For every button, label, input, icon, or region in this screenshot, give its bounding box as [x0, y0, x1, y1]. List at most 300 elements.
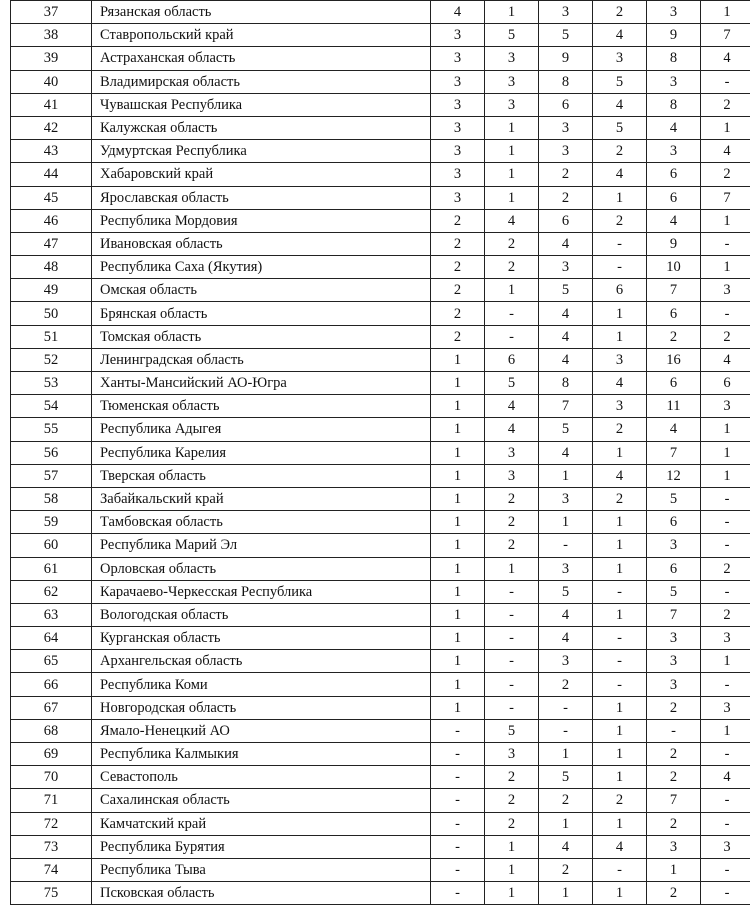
value-cell-col-4: 1: [593, 743, 647, 766]
row-number-cell: 55: [11, 418, 92, 441]
value-cell-col-5: 6: [647, 163, 701, 186]
row-number-cell: 47: [11, 232, 92, 255]
value-cell-col-5: 6: [647, 186, 701, 209]
table-row: [11, 673, 750, 696]
value-cell-col-6: 6: [701, 372, 750, 395]
value-cell-col-5: 3: [647, 140, 701, 163]
value-cell-col-3: 1: [539, 882, 593, 905]
value-cell-col-1: -: [431, 812, 485, 835]
value-cell-col-4: 1: [593, 534, 647, 557]
value-cell-col-1: 3: [431, 47, 485, 70]
value-cell-col-2: 1: [485, 835, 539, 858]
value-cell-col-2: 3: [485, 464, 539, 487]
value-cell-col-4: 1: [593, 511, 647, 534]
value-cell-col-6: -: [701, 743, 750, 766]
value-cell-col-5: 8: [647, 47, 701, 70]
value-cell-col-1: 1: [431, 580, 485, 603]
row-number-cell: 52: [11, 348, 92, 371]
value-cell-col-1: 1: [431, 395, 485, 418]
table-row: [11, 70, 750, 93]
value-cell-col-6: -: [701, 580, 750, 603]
value-cell-col-3: 5: [539, 580, 593, 603]
value-cell-col-1: 1: [431, 348, 485, 371]
table-row: [11, 696, 750, 719]
region-name-cell: Ставропольский край: [92, 24, 431, 47]
value-cell-col-2: 4: [485, 209, 539, 232]
value-cell-col-4: 2: [593, 487, 647, 510]
value-cell-col-6: 3: [701, 395, 750, 418]
value-cell-col-1: -: [431, 835, 485, 858]
region-name-cell: Ленинградская область: [92, 348, 431, 371]
value-cell-col-4: 3: [593, 47, 647, 70]
row-number-cell: 51: [11, 325, 92, 348]
value-cell-col-5: 6: [647, 372, 701, 395]
value-cell-col-1: 3: [431, 186, 485, 209]
value-cell-col-6: 1: [701, 650, 750, 673]
value-cell-col-6: -: [701, 812, 750, 835]
value-cell-col-3: 3: [539, 650, 593, 673]
value-cell-col-4: 5: [593, 116, 647, 139]
table-row: [11, 441, 750, 464]
value-cell-col-4: -: [593, 673, 647, 696]
value-cell-col-3: 1: [539, 743, 593, 766]
value-cell-col-4: 1: [593, 812, 647, 835]
value-cell-col-5: 2: [647, 325, 701, 348]
value-cell-col-6: -: [701, 882, 750, 905]
value-cell-col-2: -: [485, 650, 539, 673]
table-row: [11, 93, 750, 116]
value-cell-col-6: 1: [701, 464, 750, 487]
value-cell-col-4: 6: [593, 279, 647, 302]
region-name-cell: Псковская область: [92, 882, 431, 905]
region-name-cell: Владимирская область: [92, 70, 431, 93]
value-cell-col-2: 2: [485, 487, 539, 510]
value-cell-col-4: 3: [593, 348, 647, 371]
value-cell-col-4: 1: [593, 557, 647, 580]
value-cell-col-1: 1: [431, 487, 485, 510]
value-cell-col-1: -: [431, 882, 485, 905]
region-name-cell: Хабаровский край: [92, 163, 431, 186]
table-row: [11, 812, 750, 835]
value-cell-col-3: 8: [539, 70, 593, 93]
table-row: [11, 279, 750, 302]
value-cell-col-2: -: [485, 580, 539, 603]
table-row: [11, 1, 750, 24]
value-cell-col-6: -: [701, 673, 750, 696]
value-cell-col-2: 2: [485, 534, 539, 557]
value-cell-col-6: -: [701, 534, 750, 557]
row-number-cell: 49: [11, 279, 92, 302]
value-cell-col-1: 3: [431, 24, 485, 47]
value-cell-col-1: 1: [431, 464, 485, 487]
row-number-cell: 61: [11, 557, 92, 580]
region-name-cell: Забайкальский край: [92, 487, 431, 510]
value-cell-col-6: 4: [701, 140, 750, 163]
value-cell-col-5: 11: [647, 395, 701, 418]
value-cell-col-1: 1: [431, 673, 485, 696]
value-cell-col-5: 9: [647, 232, 701, 255]
row-number-cell: 56: [11, 441, 92, 464]
value-cell-col-6: 4: [701, 348, 750, 371]
region-name-cell: Тверская область: [92, 464, 431, 487]
value-cell-col-2: 4: [485, 418, 539, 441]
row-number-cell: 48: [11, 256, 92, 279]
table-row: [11, 325, 750, 348]
value-cell-col-4: -: [593, 627, 647, 650]
region-name-cell: Удмуртская Республика: [92, 140, 431, 163]
value-cell-col-3: 3: [539, 256, 593, 279]
value-cell-col-5: 3: [647, 627, 701, 650]
value-cell-col-3: 3: [539, 116, 593, 139]
value-cell-col-1: -: [431, 719, 485, 742]
value-cell-col-4: 2: [593, 140, 647, 163]
row-number-cell: 38: [11, 24, 92, 47]
value-cell-col-4: 4: [593, 93, 647, 116]
value-cell-col-1: 1: [431, 603, 485, 626]
value-cell-col-3: 6: [539, 93, 593, 116]
value-cell-col-2: 5: [485, 719, 539, 742]
region-name-cell: Карачаево-Черкесская Республика: [92, 580, 431, 603]
value-cell-col-5: 7: [647, 603, 701, 626]
value-cell-col-1: 1: [431, 534, 485, 557]
value-cell-col-1: 1: [431, 627, 485, 650]
value-cell-col-1: -: [431, 766, 485, 789]
value-cell-col-5: 8: [647, 93, 701, 116]
row-number-cell: 72: [11, 812, 92, 835]
region-name-cell: Республика Коми: [92, 673, 431, 696]
value-cell-col-5: 7: [647, 789, 701, 812]
value-cell-col-2: 3: [485, 93, 539, 116]
value-cell-col-6: 1: [701, 1, 750, 24]
value-cell-col-2: 3: [485, 441, 539, 464]
region-name-cell: Новгородская область: [92, 696, 431, 719]
value-cell-col-3: 4: [539, 325, 593, 348]
value-cell-col-1: 2: [431, 256, 485, 279]
value-cell-col-5: 12: [647, 464, 701, 487]
region-name-cell: Севастополь: [92, 766, 431, 789]
value-cell-col-3: -: [539, 719, 593, 742]
region-name-cell: Чувашская Республика: [92, 93, 431, 116]
value-cell-col-5: 7: [647, 441, 701, 464]
value-cell-col-1: 1: [431, 696, 485, 719]
value-cell-col-3: -: [539, 534, 593, 557]
table-row: [11, 163, 750, 186]
value-cell-col-2: 3: [485, 743, 539, 766]
value-cell-col-4: 4: [593, 835, 647, 858]
value-cell-col-3: 2: [539, 789, 593, 812]
value-cell-col-1: 2: [431, 325, 485, 348]
value-cell-col-6: -: [701, 858, 750, 881]
row-number-cell: 70: [11, 766, 92, 789]
value-cell-col-4: 1: [593, 603, 647, 626]
row-number-cell: 50: [11, 302, 92, 325]
value-cell-col-3: 4: [539, 232, 593, 255]
region-name-cell: Рязанская область: [92, 1, 431, 24]
row-number-cell: 65: [11, 650, 92, 673]
value-cell-col-1: 3: [431, 93, 485, 116]
value-cell-col-2: 5: [485, 24, 539, 47]
value-cell-col-5: 2: [647, 882, 701, 905]
value-cell-col-6: 1: [701, 256, 750, 279]
region-name-cell: Брянская область: [92, 302, 431, 325]
row-number-cell: 53: [11, 372, 92, 395]
region-name-cell: Ханты-Мансийский АО-Югра: [92, 372, 431, 395]
value-cell-col-1: 2: [431, 209, 485, 232]
row-number-cell: 63: [11, 603, 92, 626]
table-row: [11, 395, 750, 418]
region-name-cell: Тюменская область: [92, 395, 431, 418]
value-cell-col-3: 3: [539, 487, 593, 510]
value-cell-col-2: 1: [485, 1, 539, 24]
value-cell-col-3: 4: [539, 302, 593, 325]
value-cell-col-1: 2: [431, 279, 485, 302]
region-name-cell: Архангельская область: [92, 650, 431, 673]
value-cell-col-6: 2: [701, 93, 750, 116]
row-number-cell: 43: [11, 140, 92, 163]
value-cell-col-2: 1: [485, 186, 539, 209]
value-cell-col-4: -: [593, 232, 647, 255]
value-cell-col-6: 1: [701, 209, 750, 232]
value-cell-col-3: 3: [539, 140, 593, 163]
value-cell-col-2: 1: [485, 882, 539, 905]
value-cell-col-3: 5: [539, 418, 593, 441]
region-name-cell: Тамбовская область: [92, 511, 431, 534]
region-name-cell: Республика Марий Эл: [92, 534, 431, 557]
table-row: [11, 302, 750, 325]
value-cell-col-5: 3: [647, 534, 701, 557]
value-cell-col-4: 4: [593, 372, 647, 395]
value-cell-col-3: 2: [539, 186, 593, 209]
region-name-cell: Республика Тыва: [92, 858, 431, 881]
row-number-cell: 74: [11, 858, 92, 881]
value-cell-col-2: -: [485, 696, 539, 719]
value-cell-col-2: -: [485, 673, 539, 696]
value-cell-col-3: 2: [539, 858, 593, 881]
table-row: [11, 140, 750, 163]
value-cell-col-4: 2: [593, 209, 647, 232]
value-cell-col-5: 2: [647, 812, 701, 835]
value-cell-col-6: 1: [701, 116, 750, 139]
value-cell-col-2: 3: [485, 70, 539, 93]
value-cell-col-6: 1: [701, 441, 750, 464]
value-cell-col-5: 9: [647, 24, 701, 47]
value-cell-col-4: 2: [593, 1, 647, 24]
value-cell-col-5: 3: [647, 1, 701, 24]
value-cell-col-6: 3: [701, 627, 750, 650]
value-cell-col-1: 3: [431, 70, 485, 93]
value-cell-col-4: 3: [593, 395, 647, 418]
value-cell-col-4: -: [593, 858, 647, 881]
value-cell-col-1: 3: [431, 140, 485, 163]
table-row: [11, 511, 750, 534]
value-cell-col-2: 2: [485, 789, 539, 812]
value-cell-col-6: 3: [701, 696, 750, 719]
table-row: [11, 372, 750, 395]
row-number-cell: 46: [11, 209, 92, 232]
value-cell-col-4: 1: [593, 882, 647, 905]
value-cell-col-5: 7: [647, 279, 701, 302]
value-cell-col-1: 2: [431, 302, 485, 325]
table-row: [11, 557, 750, 580]
region-name-cell: Ивановская область: [92, 232, 431, 255]
value-cell-col-3: 3: [539, 557, 593, 580]
value-cell-col-5: 3: [647, 650, 701, 673]
region-name-cell: Республика Карелия: [92, 441, 431, 464]
region-name-cell: Республика Мордовия: [92, 209, 431, 232]
value-cell-col-4: 4: [593, 163, 647, 186]
value-cell-col-5: 4: [647, 209, 701, 232]
table-row: [11, 650, 750, 673]
value-cell-col-5: 4: [647, 418, 701, 441]
table-row: [11, 256, 750, 279]
value-cell-col-6: 3: [701, 835, 750, 858]
value-cell-col-2: 2: [485, 812, 539, 835]
value-cell-col-1: -: [431, 743, 485, 766]
value-cell-col-6: 2: [701, 557, 750, 580]
table-row: [11, 487, 750, 510]
value-cell-col-2: 1: [485, 163, 539, 186]
value-cell-col-2: 1: [485, 557, 539, 580]
table-row: [11, 580, 750, 603]
row-number-cell: 54: [11, 395, 92, 418]
value-cell-col-3: 3: [539, 1, 593, 24]
value-cell-col-6: -: [701, 302, 750, 325]
value-cell-col-5: 3: [647, 673, 701, 696]
table-row: [11, 835, 750, 858]
value-cell-col-2: 2: [485, 232, 539, 255]
value-cell-col-1: 3: [431, 116, 485, 139]
value-cell-col-1: 1: [431, 650, 485, 673]
table-row: [11, 603, 750, 626]
value-cell-col-4: -: [593, 580, 647, 603]
value-cell-col-6: -: [701, 511, 750, 534]
row-number-cell: 40: [11, 70, 92, 93]
value-cell-col-1: 3: [431, 163, 485, 186]
row-number-cell: 68: [11, 719, 92, 742]
value-cell-col-2: 3: [485, 47, 539, 70]
value-cell-col-2: 1: [485, 140, 539, 163]
value-cell-col-5: 2: [647, 743, 701, 766]
value-cell-col-6: 7: [701, 186, 750, 209]
table-row: [11, 116, 750, 139]
row-number-cell: 75: [11, 882, 92, 905]
region-name-cell: Вологодская область: [92, 603, 431, 626]
table-row: [11, 24, 750, 47]
row-number-cell: 44: [11, 163, 92, 186]
value-cell-col-3: 6: [539, 209, 593, 232]
value-cell-col-5: 3: [647, 70, 701, 93]
table-row: [11, 186, 750, 209]
value-cell-col-1: 1: [431, 418, 485, 441]
value-cell-col-5: 5: [647, 580, 701, 603]
value-cell-col-2: -: [485, 627, 539, 650]
value-cell-col-4: 2: [593, 418, 647, 441]
value-cell-col-1: 4: [431, 1, 485, 24]
value-cell-col-4: 4: [593, 24, 647, 47]
value-cell-col-4: 1: [593, 441, 647, 464]
table-row: [11, 464, 750, 487]
value-cell-col-5: 6: [647, 511, 701, 534]
value-cell-col-4: 1: [593, 696, 647, 719]
value-cell-col-5: 6: [647, 557, 701, 580]
row-number-cell: 42: [11, 116, 92, 139]
region-name-cell: Камчатский край: [92, 812, 431, 835]
table-row: [11, 418, 750, 441]
value-cell-col-4: 1: [593, 766, 647, 789]
value-cell-col-1: 1: [431, 441, 485, 464]
value-cell-col-1: -: [431, 858, 485, 881]
row-number-cell: 62: [11, 580, 92, 603]
value-cell-col-4: 5: [593, 70, 647, 93]
value-cell-col-5: -: [647, 719, 701, 742]
region-name-cell: Астраханская область: [92, 47, 431, 70]
value-cell-col-6: -: [701, 487, 750, 510]
value-cell-col-6: -: [701, 232, 750, 255]
value-cell-col-2: -: [485, 603, 539, 626]
value-cell-col-5: 5: [647, 487, 701, 510]
value-cell-col-3: 5: [539, 766, 593, 789]
value-cell-col-2: 2: [485, 511, 539, 534]
table-row: [11, 534, 750, 557]
row-number-cell: 64: [11, 627, 92, 650]
region-name-cell: Курганская область: [92, 627, 431, 650]
value-cell-col-6: 2: [701, 325, 750, 348]
value-cell-col-2: 5: [485, 372, 539, 395]
value-cell-col-3: 9: [539, 47, 593, 70]
value-cell-col-1: 1: [431, 557, 485, 580]
value-cell-col-2: -: [485, 325, 539, 348]
table-row: [11, 348, 750, 371]
value-cell-col-3: 4: [539, 627, 593, 650]
value-cell-col-3: 5: [539, 279, 593, 302]
value-cell-col-1: -: [431, 789, 485, 812]
value-cell-col-3: 1: [539, 464, 593, 487]
value-cell-col-6: 4: [701, 766, 750, 789]
region-name-cell: Ярославская область: [92, 186, 431, 209]
value-cell-col-2: 1: [485, 116, 539, 139]
region-name-cell: Республика Адыгея: [92, 418, 431, 441]
table-body: [11, 1, 750, 905]
value-cell-col-4: -: [593, 256, 647, 279]
value-cell-col-5: 4: [647, 116, 701, 139]
row-number-cell: 73: [11, 835, 92, 858]
value-cell-col-2: -: [485, 302, 539, 325]
value-cell-col-3: 4: [539, 441, 593, 464]
value-cell-col-4: 1: [593, 302, 647, 325]
value-cell-col-4: -: [593, 650, 647, 673]
row-number-cell: 37: [11, 1, 92, 24]
table-row: [11, 882, 750, 905]
value-cell-col-3: 1: [539, 812, 593, 835]
row-number-cell: 59: [11, 511, 92, 534]
table-row: [11, 743, 750, 766]
value-cell-col-3: 2: [539, 673, 593, 696]
value-cell-col-5: 1: [647, 858, 701, 881]
value-cell-col-3: 5: [539, 24, 593, 47]
table-row: [11, 209, 750, 232]
region-name-cell: Республика Калмыкия: [92, 743, 431, 766]
row-number-cell: 67: [11, 696, 92, 719]
value-cell-col-3: 4: [539, 835, 593, 858]
value-cell-col-4: 2: [593, 789, 647, 812]
value-cell-col-3: 2: [539, 163, 593, 186]
value-cell-col-3: 7: [539, 395, 593, 418]
row-number-cell: 60: [11, 534, 92, 557]
value-cell-col-3: 8: [539, 372, 593, 395]
value-cell-col-2: 4: [485, 395, 539, 418]
value-cell-col-2: 1: [485, 279, 539, 302]
value-cell-col-6: 7: [701, 24, 750, 47]
